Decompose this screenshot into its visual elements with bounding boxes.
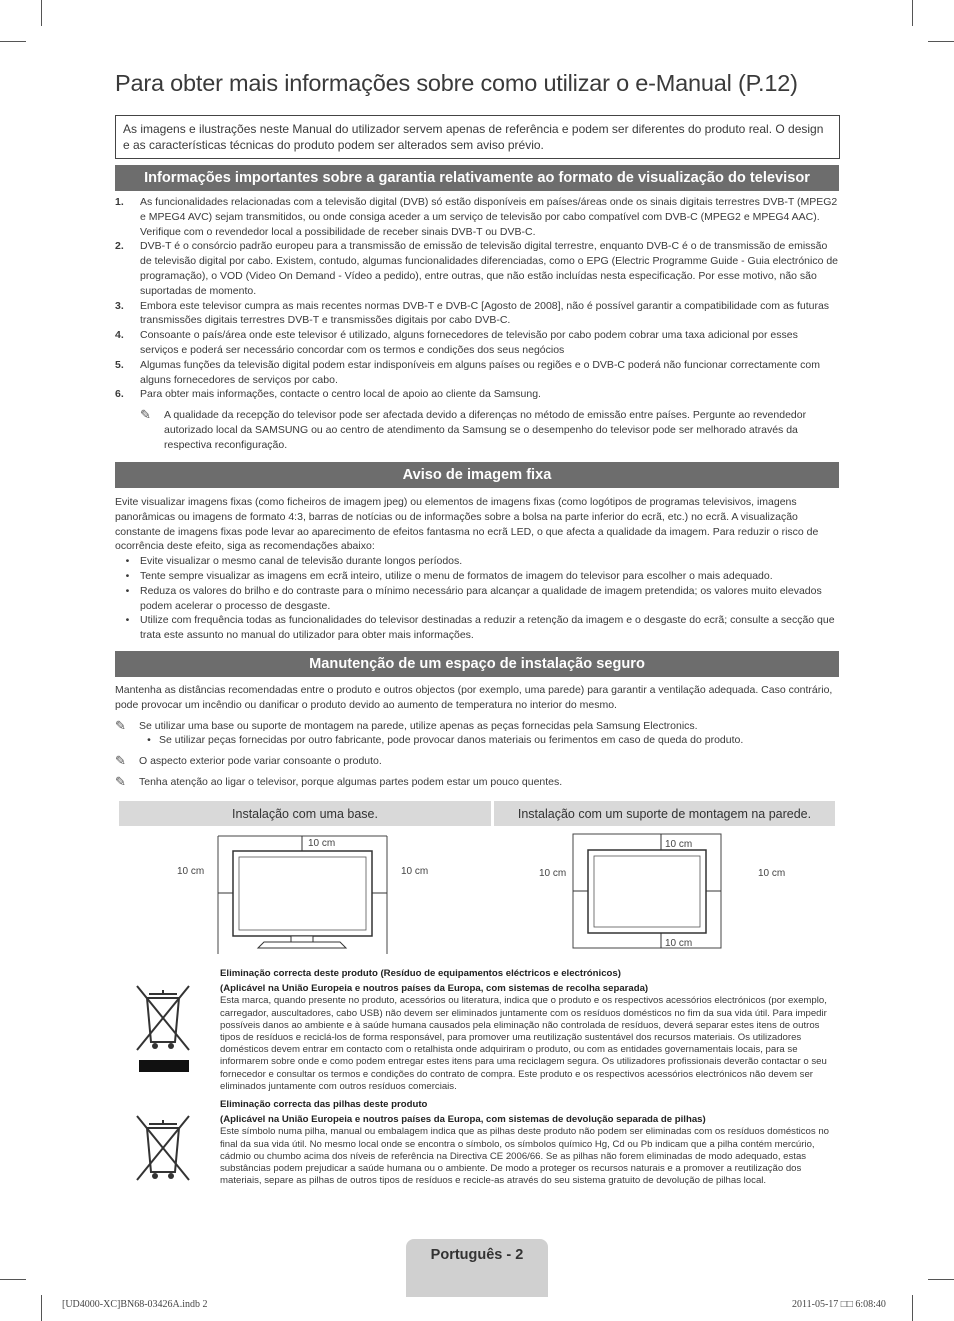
list-item xyxy=(115,299,839,329)
item-number: 1. xyxy=(115,196,124,208)
bullet: • xyxy=(125,555,130,568)
distance-label: 10 cm xyxy=(401,866,429,877)
warranty-heading: Informações importantes sobre a garantia relativamente ao formato de visualização do televisor xyxy=(115,165,839,191)
crop-mark xyxy=(41,1295,42,1321)
product-disposal-subtitle: (Aplicável na União Europeia e noutros países da Europa, com sistemas de recolha separada) xyxy=(220,983,649,995)
wall-column-header: Instalação com um suporte de montagem na parede. xyxy=(494,801,835,826)
crop-mark xyxy=(928,1279,954,1280)
list-item xyxy=(115,195,839,239)
crop-mark xyxy=(41,0,42,26)
item-text: Algumas funções da televisão digital podem estar indisponíveis em alguns países ou regiões e o DVB-C poderá não funcionar correctamente com alguns fornecedores de serviços por cabo. xyxy=(140,358,820,386)
footer-file: [UD4000-XC]BN68-03426A.indb 2 xyxy=(62,1299,208,1310)
crossed-bin-icon xyxy=(133,982,193,1074)
pencil-note-icon: ✎ xyxy=(140,407,151,423)
bullet-text: Utilize com frequência todas as funcionalidades do televisor destinadas a reduzir a retenção da imagem e o desgaste do ecrã; consulte a secção que trata este assunto no manual do utilizador para obter mais informações. xyxy=(140,614,835,642)
pencil-note-icon: ✎ xyxy=(115,753,126,769)
list-item xyxy=(115,733,839,748)
still-image-heading: Aviso de imagem fixa xyxy=(115,462,839,488)
list-item xyxy=(115,584,839,614)
bullet: • xyxy=(125,614,130,627)
list-item xyxy=(115,569,839,584)
list-item xyxy=(115,387,839,402)
battery-disposal-title: Eliminação correcta das pilhas deste produto xyxy=(220,1099,428,1110)
bullet-text: Evite visualizar o mesmo canal de televisão durante longos períodos. xyxy=(140,555,463,568)
pencil-note-icon: ✎ xyxy=(115,773,126,789)
distance-label: 10 cm xyxy=(665,839,693,850)
battery-disposal-text: Este símbolo numa pilha, manual ou embalagem indica que as pilhas deste produto não podem ser eliminadas com os resíduos domésticos no final da sua vida útil. No mesmo local onde se encontra o símbolo, os símbolos químico Hg, Cd ou Pb indicam que a pilha contém mercúrio, cádmio ou chumbo acima dos níveis de referência na Directiva CE 2006/66. Se as pilhas não forem eliminadas de modo adequado, estas substâncias podem prejudicar a saúde humana ou o ambiente. De modo a proteger os recursos naturais e a promover a reutilização dos materiais, separe as pilhas de outros tipos de resíduos e recicle-as através do seu sistema gratuito de devolução de pilhas local. xyxy=(220,1126,830,1187)
distance-label: 10 cm xyxy=(177,866,205,877)
bullet-text: Se utilizar peças fornecidas por outro fabricante, pode provocar danos materiais ou ferimentos em caso de queda do produto. xyxy=(159,734,744,747)
product-disposal-text: Esta marca, quando presente no produto, acessórios ou literatura, indica que o produto e os respectivos acessórios electrónicos (por exemplo, carregador, auscultadores, cabo USB) não devem ser eliminados juntamente com os resíduos domésticos no fim da sua vida útil. Para impedir possíveis danos ao ambiente e à saúde humana causados pela eliminação não controlada de resíduos, deverá separar estes itens de outros tipos de resíduos e reciclá-los de forma responsável, para promover uma reutilização sustentável dos recursos materiais. Os utilizadores domésticos devem entrar em contacto com o retalhista onde adquiriram o produto, ou com as entidades governamentais locais, para se informarem sobre onde e como podem entregar estes itens para uma reciclagem segura. Os utilizadores profissionais deverão contactar o seu fornecedor e consultar os termos e condições do contrato de compra. Este produto e os respectivos acessórios electrónicos não devem ser eliminados juntamente com outros resíduos comerciais. xyxy=(220,995,827,1092)
battery-disposal-subtitle: (Aplicável na União Europeia e noutros países da Europa, com sistemas de devolução separada de pilhas) xyxy=(220,1114,706,1126)
item-text: Consoante o país/área onde este televisor é utilizado, alguns fornecedores de televisão por cabo podem cobrar uma taxa adicional por esses serviços e poderá ser necessário concordar com os termos e condições dos seus negócios xyxy=(140,329,798,356)
item-number: 6. xyxy=(115,388,124,401)
item-number: 2. xyxy=(115,240,124,253)
crop-mark xyxy=(928,41,954,42)
pencil-note-icon: ✎ xyxy=(115,717,126,733)
still-image-intro: Evite visualizar imagens fixas (como ficheiros de imagem jpeg) ou elementos de imagens fixas (como logótipos de programas televisivos, imagens panorâmicas ou imagens de formato 4:3, barras de notícias ou de informações sobre a bolsa na parte inferior do ecrã, etc.) no ecrã. A visualização constante de imagens fixas pode levar ao aparecimento de efeitos fantasma no ecrã LED, o que afecta a qualidade da imagem. Para reduzir o risco de ocorrência deste efeito, siga as recomendações abaixo: xyxy=(115,496,819,553)
item-number: 3. xyxy=(115,299,124,312)
tv-wall-icon xyxy=(535,828,805,956)
distance-label: 10 cm xyxy=(539,868,567,879)
tv-stand-icon xyxy=(170,828,470,956)
bullet-text: Reduza os valores do brilho e do contraste para o mínimo necessário para alcançar a qualidade de imagem pretendida; os valores muito elevados podem acelerar o processo de desgaste. xyxy=(140,584,822,612)
item-number: 5. xyxy=(115,358,124,371)
product-disposal xyxy=(220,968,835,1093)
crop-mark xyxy=(912,1295,913,1321)
note-text: A qualidade da recepção do televisor pode ser afectada devido a diferenças no método de emissão entre países. Pergunte ao revendedor autorizado local da SAMSUNG ou ao centro de atendimento da Samsung se o desempenho do televisor pode ser melhorado através da respectiva reconfiguração. xyxy=(164,409,807,451)
crop-mark xyxy=(0,1279,26,1280)
page-number-tab: Português - 2 xyxy=(406,1239,548,1297)
note-text: Tenha atenção ao ligar o televisor, porque algumas partes podem estar um pouco quentes. xyxy=(139,775,563,788)
note-text: Se utilizar uma base ou suporte de montagem na parede, utilize apenas as peças fornecidas pela Samsung Electronics. xyxy=(139,719,698,732)
bullet: • xyxy=(125,569,130,582)
list-item xyxy=(115,239,839,298)
footer-date: 2011-05-17 □□ 6:08:40 xyxy=(792,1299,886,1310)
installation-note xyxy=(115,754,839,769)
item-number: 4. xyxy=(115,329,124,342)
crossed-bin-icon xyxy=(133,1112,193,1184)
crop-mark xyxy=(912,0,913,26)
item-text: Para obter mais informações, contacte o centro local de apoio ao cliente da Samsung. xyxy=(140,388,541,401)
stand-column-header: Instalação com uma base. xyxy=(119,801,491,826)
bullet: • xyxy=(125,584,130,597)
list-item xyxy=(115,554,839,569)
still-image-section xyxy=(115,495,839,643)
note-text: O aspecto exterior pode variar consoante o produto. xyxy=(139,755,382,768)
item-text: DVB-T é o consórcio padrão europeu para a transmissão de emissão de televisão digital terrestre, enquanto DVB-C é o de transmissão de emissão de televisão digital por cabo. Existem, contudo, algumas funcionalidades diferenciadas, como o EPG (Electric Programme Guide - Guia electrónico de programação), o VOD (Video On Demand - Vídeo a pedido), entre outras, que não estão incluídas nesta especificação. Por esse motivo, não são suportadas de momento. xyxy=(140,240,839,297)
warranty-note xyxy=(115,408,839,452)
bullet-text: Tente sempre visualizar as imagens em ecrã inteiro, utilize o menu de formatos de imagem do televisor para escolher o mais adequado. xyxy=(140,569,773,582)
product-disposal-title: Eliminação correcta deste produto (Resíduo de equipamentos eléctricos e electrónicos) xyxy=(220,968,621,979)
installation-section xyxy=(115,683,839,790)
distance-label: 10 cm xyxy=(758,868,786,879)
battery-disposal xyxy=(220,1099,835,1187)
page-title: Para obter mais informações sobre como utilizar o e-Manual (P.12) xyxy=(115,70,798,96)
warranty-list xyxy=(115,195,839,453)
item-text: Embora este televisor cumpra as mais recentes normas DVB-T e DVB-C [Agosto de 2008], não é possível garantir a compatibilidade com as futuras transmissões digitais terrestres DVB-T e transmissões digitais por cabo DVB-C. xyxy=(140,299,830,327)
installation-intro: Mantenha as distâncias recomendadas entre o produto e outros objectos (por exemplo, uma parede) para garantir a ventilação adequada. Caso contrário, pode provocar um incêndio ou danificar o produto devido ao aumento de temperatura no interior do mesmo. xyxy=(115,684,833,711)
distance-label: 10 cm xyxy=(665,938,693,949)
bullet: • xyxy=(147,734,151,747)
item-text: As funcionalidades relacionadas com a televisão digital (DVB) só estão disponíveis em países/áreas onde os sinais digitais terrestres DVB-T (MPEG2 e MPEG4 AVC) sejam transmitidos, ou onde consiga aceder a um serviço de televisão por cabo compatível com DVB-C (MPEG2 e MPEG4 AAC). Verifique com o revendedor local a possibilidade de receber sinais DVB-T ou DVB-C. xyxy=(140,196,838,238)
installation-note xyxy=(115,719,839,734)
list-item xyxy=(115,358,839,388)
crop-mark xyxy=(0,41,26,42)
installation-heading: Manutenção de um espaço de instalação seguro xyxy=(115,651,839,677)
list-item xyxy=(115,328,839,358)
distance-label: 10 cm xyxy=(308,838,336,849)
installation-note xyxy=(115,775,839,790)
list-item xyxy=(115,613,839,643)
notice-box: As imagens e ilustrações neste Manual do utilizador servem apenas de referência e podem ser diferentes do produto real. O design e as características técnicas do produto podem ser alterados sem aviso prévio. xyxy=(115,115,840,159)
